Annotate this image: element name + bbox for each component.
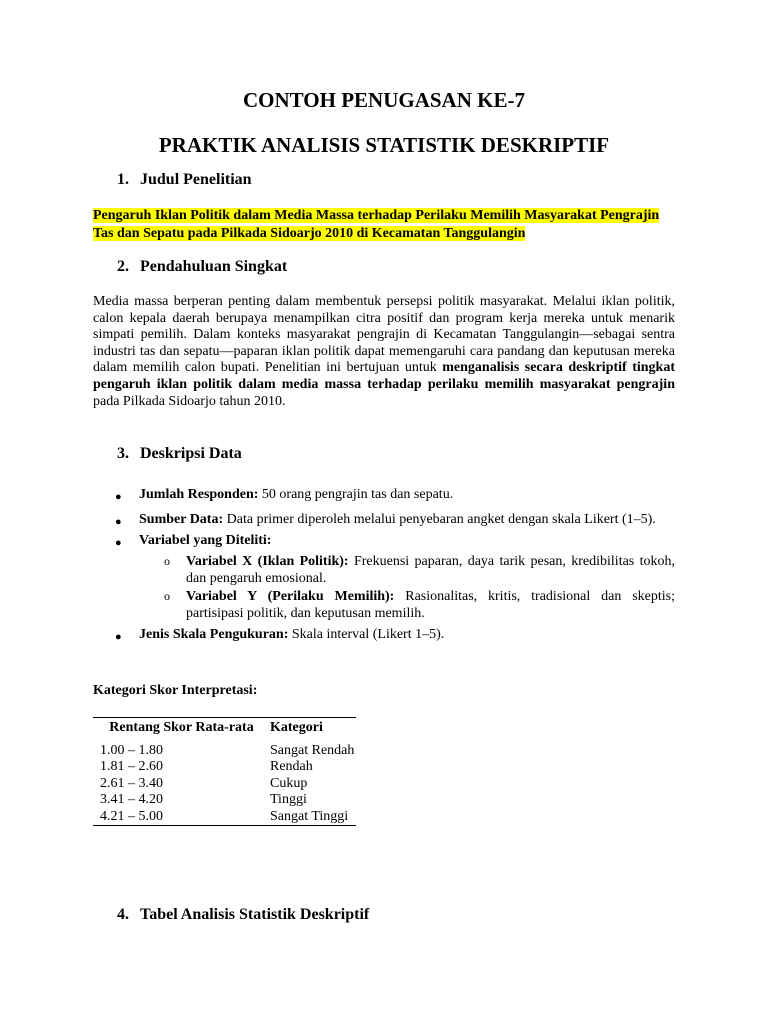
score-range-cell: 1.81 – 2.60 (100, 759, 163, 774)
sub-item-label: Variabel Y (Perilaku Memilih): (186, 589, 395, 604)
list-item (115, 532, 675, 622)
item-label: Jumlah Responden: (139, 487, 259, 502)
highlighted-text: Pengaruh Iklan Politik dalam Media Massa terhadap Perilaku Memilih Masyarakat Pengrajin Tas dan Sepatu pada Pilkada Sidoarjo 2010 di Kecamatan Tanggulangin (93, 208, 660, 241)
document-subtitle: PRAKTIK ANALISIS STATISTIK DESKRIPTIF (158, 133, 610, 157)
list-item (115, 486, 675, 503)
list-item (115, 626, 675, 643)
paragraph-text-end: pada Pilkada Sidoarjo tahun 2010. (93, 393, 286, 409)
section-number: 2. (117, 258, 129, 275)
section-number: 4. (117, 906, 129, 923)
item-text: Skala interval (Likert 1–5). (288, 627, 445, 642)
bullet-icon: ● (115, 537, 122, 549)
list-item (115, 511, 675, 528)
item-text: Data primer diperoleh melalui penyebaran angket dengan skala Likert (1–5). (223, 512, 656, 527)
bullet-icon: ● (115, 631, 122, 643)
variable-sub-list (139, 553, 675, 622)
section-heading-judul (117, 171, 252, 189)
category-table-label: Kategori Skor Interpretasi: (93, 683, 258, 698)
category-cell: Tinggi (270, 792, 307, 807)
table-row (93, 792, 356, 809)
research-title (93, 207, 677, 243)
category-cell: Cukup (270, 775, 308, 791)
item-label: Variabel yang Diteliti: (139, 533, 272, 548)
score-range-cell: 2.61 – 3.40 (100, 775, 163, 791)
table-header-row (93, 718, 356, 743)
sub-item-label: Variabel X (Iklan Politik): (186, 554, 349, 569)
category-cell: Sangat Tinggi (270, 809, 356, 826)
section-number: 3. (117, 445, 129, 462)
data-description-list (115, 486, 675, 643)
item-label: Jenis Skala Pengukuran: (139, 627, 289, 642)
section-title: Judul Penelitian (140, 171, 252, 188)
section-title: Tabel Analisis Statistik Deskriptif (140, 906, 370, 923)
score-range-cell: 3.41 – 4.20 (100, 792, 163, 807)
bullet-icon: ● (115, 516, 122, 528)
section-number: 1. (117, 171, 129, 188)
hollow-bullet-icon: o (164, 554, 170, 568)
table-row (93, 776, 356, 793)
category-cell: Rendah (270, 759, 313, 774)
category-cell: Sangat Rendah (270, 742, 355, 758)
table-row (93, 743, 356, 760)
column-header-category: Kategori (270, 718, 356, 743)
score-range-cell: 1.00 – 1.80 (100, 742, 163, 758)
table-row (93, 759, 356, 776)
section-heading-pendahuluan (117, 258, 287, 276)
item-text: 50 orang pengrajin tas dan sepatu. (258, 487, 454, 502)
item-label: Sumber Data: (139, 512, 224, 527)
score-range-cell: 4.21 – 5.00 (93, 809, 270, 826)
sub-item-text: Rasionalitas, kritis, tradisional dan skeptis; partisipasi politik, dan keputusan memilih. (186, 589, 675, 621)
paragraph-text: Media massa berperan penting dalam membentuk persepsi politik masyarakat. Melalui iklan politik, calon kepala daerah berupaya menampilkan citra positif dan program kerja mereka untuk menarik simpati pemilih. Dalam konteks masyarakat pengrajin di Kecamatan Tanggulangin—sebagai sentra industri tas dan sepatu—paparan iklan politik dapat memengaruhi cara pandang dan keputusan mereka dalam memilih calon bupati. Penelitian ini bertujuan untuk (93, 294, 675, 376)
sub-item-text: Frekuensi paparan, daya tarik pesan, kredibilitas tokoh, dan pengaruh emosional. (186, 554, 675, 586)
sub-list-item (139, 553, 675, 587)
sub-list-item (139, 588, 675, 622)
section-heading-tabel (117, 906, 369, 924)
intro-paragraph (93, 294, 675, 410)
bullet-icon: ● (115, 491, 122, 503)
hollow-bullet-icon: o (164, 589, 170, 603)
section-title: Pendahuluan Singkat (140, 258, 288, 275)
column-header-score-range: Rentang Skor Rata-rata (93, 718, 270, 743)
paragraph-bold-text: menganalisis secara deskriptif tingkat pengaruh iklan politik dalam media massa terhadap perilaku memilih masyarakat pengrajin (93, 360, 675, 392)
section-heading-deskripsi (117, 445, 242, 463)
category-table (93, 717, 356, 826)
section-title: Deskripsi Data (140, 445, 242, 462)
table-row (93, 809, 356, 826)
document-title: CONTOH PENUGASAN KE-7 (243, 88, 525, 112)
